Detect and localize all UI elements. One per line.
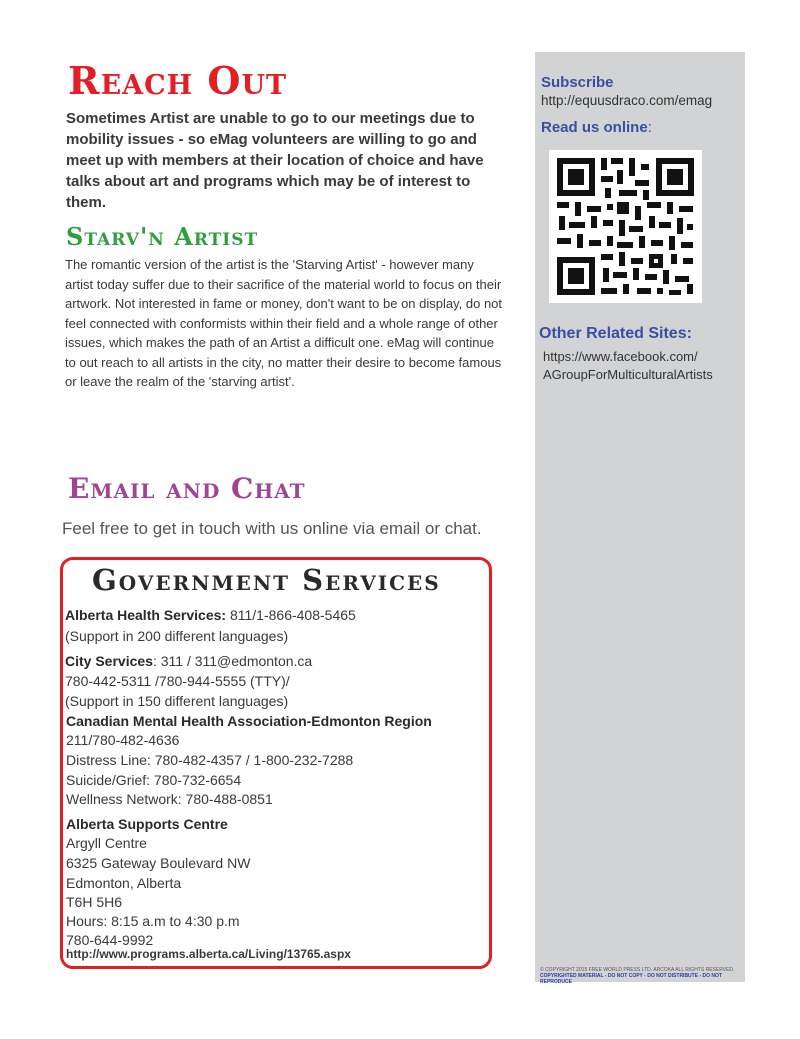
asc-address: 6325 Gateway Boulevard NW [66, 855, 251, 871]
cmha-suicide: Suicide/Grief: 780-732-6654 [66, 772, 242, 788]
subscribe-label: Subscribe [541, 74, 614, 91]
city-phones: 780-442-5311 /780-944-5555 (TTY)/ [65, 673, 290, 689]
related-link-1[interactable]: https://www.facebook.com/ [543, 349, 698, 364]
read-online-text: Read us online [541, 119, 648, 136]
copyright-warning: COPYRIGHTED MATERIAL - DO NOT COPY - DO NOT DISTRIBUTE - DO NOT REPRODUCE [540, 973, 722, 985]
asc-postal: T6H 5H6 [66, 894, 123, 910]
related-sites-label: Other Related Sites: [539, 325, 692, 342]
related-link-2[interactable]: AGroupForMulticulturalArtists [543, 367, 713, 382]
asc-city: Edmonton, Alberta [66, 875, 182, 891]
cmha-distress: Distress Line: 780-482-4357 / 1-800-232-7288 [66, 752, 354, 768]
asc-url[interactable]: http://www.programs.alberta.ca/Living/13765.aspx [66, 947, 351, 961]
asc-title [66, 816, 228, 832]
read-online-colon: : [647, 119, 652, 136]
asc-title-text: Alberta Supports Centre [66, 816, 228, 832]
read-online-label [541, 119, 652, 136]
starv-artist-body: The romantic version of the artist is the 'Starving Artist' - however many artist today suffer due to their sacrifice of the material world to focus on their artwork. Not interested in fame or money, don't want to be on display, do not feel connected with conformists within their field and a whole range of other issues, which makes the path of an Artist a difficult one. eMag will continue to out reach to all artists in the city, no matter their desire to become famous or leave the realm of the 'starving artist'. [65, 257, 503, 389]
city-note: (Support in 150 different languages) [65, 693, 289, 709]
reach-out-intro: Sometimes Artist are unable to go to our meetings due to mobility issues - so eMag volunteers are willing to go and meet up with members at their location of choice and have talks about art and programs which may be of interest to them. [66, 110, 484, 211]
cmha-wellness: Wellness Network: 780-488-0851 [66, 791, 273, 807]
qr-code-graphic [549, 150, 702, 303]
government-services-heading: Government Services [92, 563, 441, 597]
qr-code[interactable] [549, 150, 702, 303]
starv-artist-heading: Starv'n Artist [66, 222, 259, 251]
email-chat-heading: Email and Chat [68, 472, 306, 505]
city-contact: : 311 / 311@edmonton.ca [152, 653, 313, 669]
reach-out-heading: Reach Out [68, 58, 288, 103]
copyright-text: © COPYRIGHT 2015 FREE WORLD PRESS LTD. ARCOKA ALL RIGHTS RESERVED. [540, 967, 735, 973]
cmha-phone: 211/780-482-4636 [66, 732, 180, 748]
cmha-title-text: Canadian Mental Health Association-Edmonton Region [66, 713, 432, 729]
copyright-notice [540, 967, 745, 985]
ahs-phone: 811/1-866-408-5465 [226, 607, 356, 623]
asc-hours: Hours: 8:15 a.m to 4:30 p.m [66, 913, 240, 929]
cmha-title [66, 713, 432, 729]
subscribe-link[interactable]: http://equusdraco.com/emag [541, 93, 713, 108]
ahs-note: (Support in 200 different languages) [65, 628, 289, 644]
city-line [65, 653, 312, 669]
ahs-label: Alberta Health Services: [65, 607, 227, 623]
asc-phone: 780-644-9992 [66, 932, 154, 948]
city-label: City Services [65, 653, 153, 669]
ahs-line [65, 607, 356, 623]
asc-place: Argyll Centre [66, 835, 147, 851]
email-chat-subtitle: Feel free to get in touch with us online via email or chat. [62, 519, 482, 538]
